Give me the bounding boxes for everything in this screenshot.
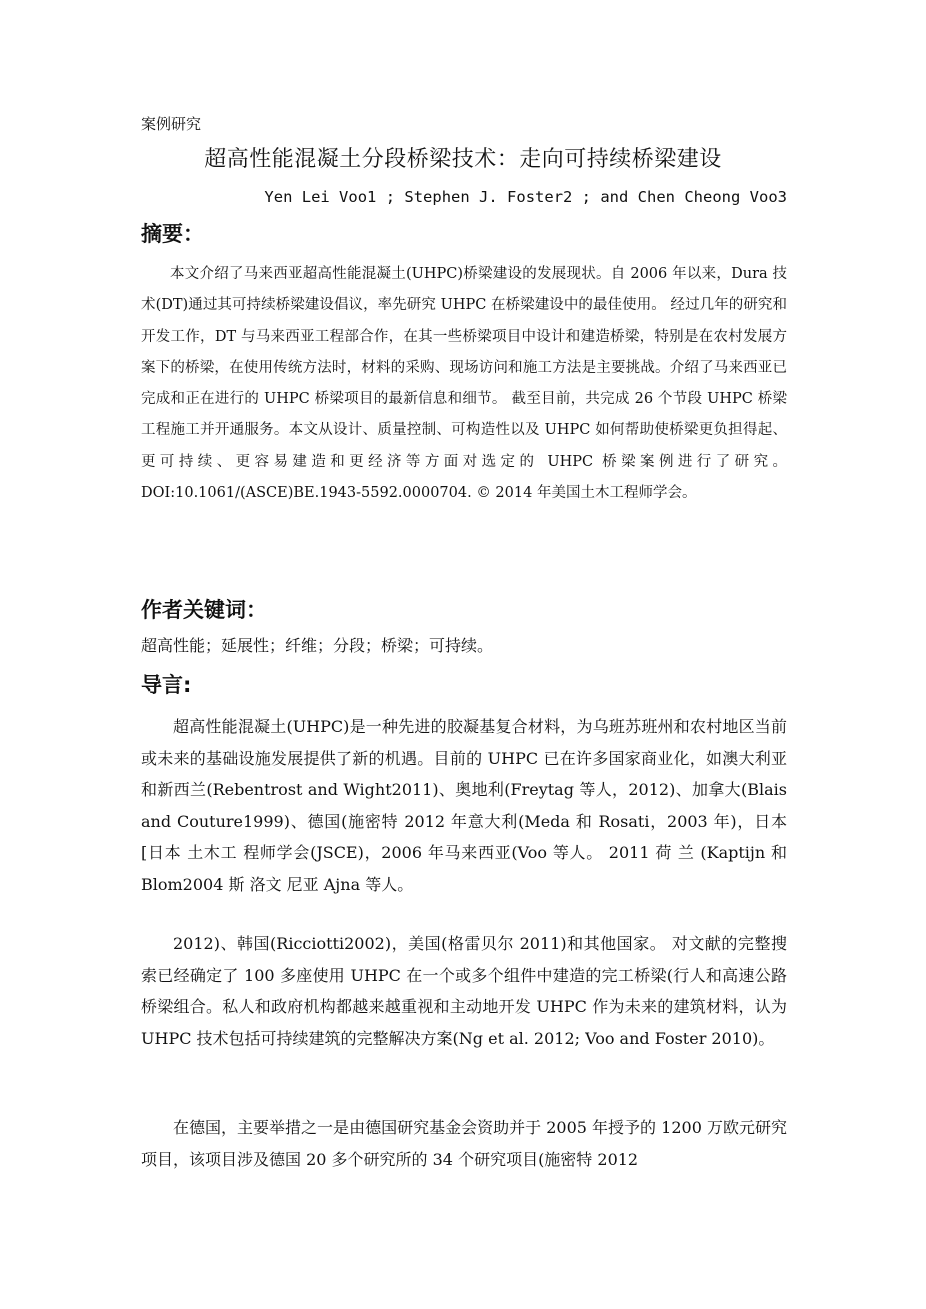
keywords-heading: 作者关键词： [141,598,267,622]
article-category: 案例研究 [141,115,202,133]
introduction-paragraph: 超高性能混凝土(UHPC)是一种先进的胶凝基复合材料，为乌班苏班州和农村地区当前或未来的基础设施发展提供了新的机遇。目前的 UHPC 已在许多国家商业化，如澳大利亚和新西兰(Rebentrost and Wight2011)、奥地利(Freytag 等人，2012)、加拿大(Blais and Couture1999)、德国(施密特 2012 年意大利(Meda 和 Rosati，2003 年)，日本[日本 土木工 程师学会(JSCE)，2006 年马来西亚(Voo 等人。 2011 荷 兰 (Kaptijn 和 Blom2004 斯 洛文 尼亚 Ajna 等人。 [141,717,787,894]
introduction-paragraph: 2012)、韩国(Ricciotti2002)，美国(格雷贝尔 2011)和其他国家。 对文献的完整搜索已经确定了 100 多座使用 UHPC 在一个或多个组件中建造的完工桥梁(行人和高速公路桥梁组合。私人和政府机构都越来越重视和主动地开发 UHPC 作为未来的建筑材料，认为 UHPC 技术包括可持续建筑的完整解决方案(Ng et al. 2012; Voo and Foster 2010)。 [141,934,787,1048]
keywords-text: 超高性能；延展性；纤维；分段；桥梁；可持续。 [141,636,494,655]
abstract-heading: 摘要： [141,222,204,246]
introduction-heading: 导言: [141,673,192,697]
author-list: Yen Lei Voo1 ; Stephen J. Foster2 ; and Chen Cheong Voo3 [264,188,787,206]
abstract-text: 本文介绍了马来西亚超高性能混凝土(UHPC)桥梁建设的发展现状。自 2006 年以来，Dura 技术(DT)通过其可持续桥梁建设倡议，率先研究 UHPC 在桥梁建设中的最佳使用。 经过几年的研究和开发工作，DT 与马来西亚工程部合作，在其一些桥梁项目中设计和建造桥梁，特别是在农村发展方案下的桥梁，在使用传统方法时，材料的采购、现场访问和施工方法是主要挑战。介绍了马来西亚已完成和正在进行的 UHPC 桥梁项目的最新信息和细节。 截至目前，共完成 26 个节段 UHPC 桥梁工程施工并开通服务。本文从设计、质量控制、可构造性以及 UHPC 如何帮助使桥梁更负担得起、更可持续、更容易建造和更经济等方面对选定的 UHPC 桥梁案例进行了研究。DOI:10.1061/(ASCE)BE.1943-5592.0000704. © 2014 年美国土木工程师学会。 [141,266,787,502]
paper-title: 超高性能混凝土分段桥梁技术：走向可持续桥梁建设 [204,147,722,172]
introduction-paragraph: 在德国，主要举措之一是由德国研究基金会资助并于 2005 年授予的 1200 万欧元研究项目，该项目涉及德国 20 多个研究所的 34 个研究项目(施密特 2012 [141,1118,787,1169]
